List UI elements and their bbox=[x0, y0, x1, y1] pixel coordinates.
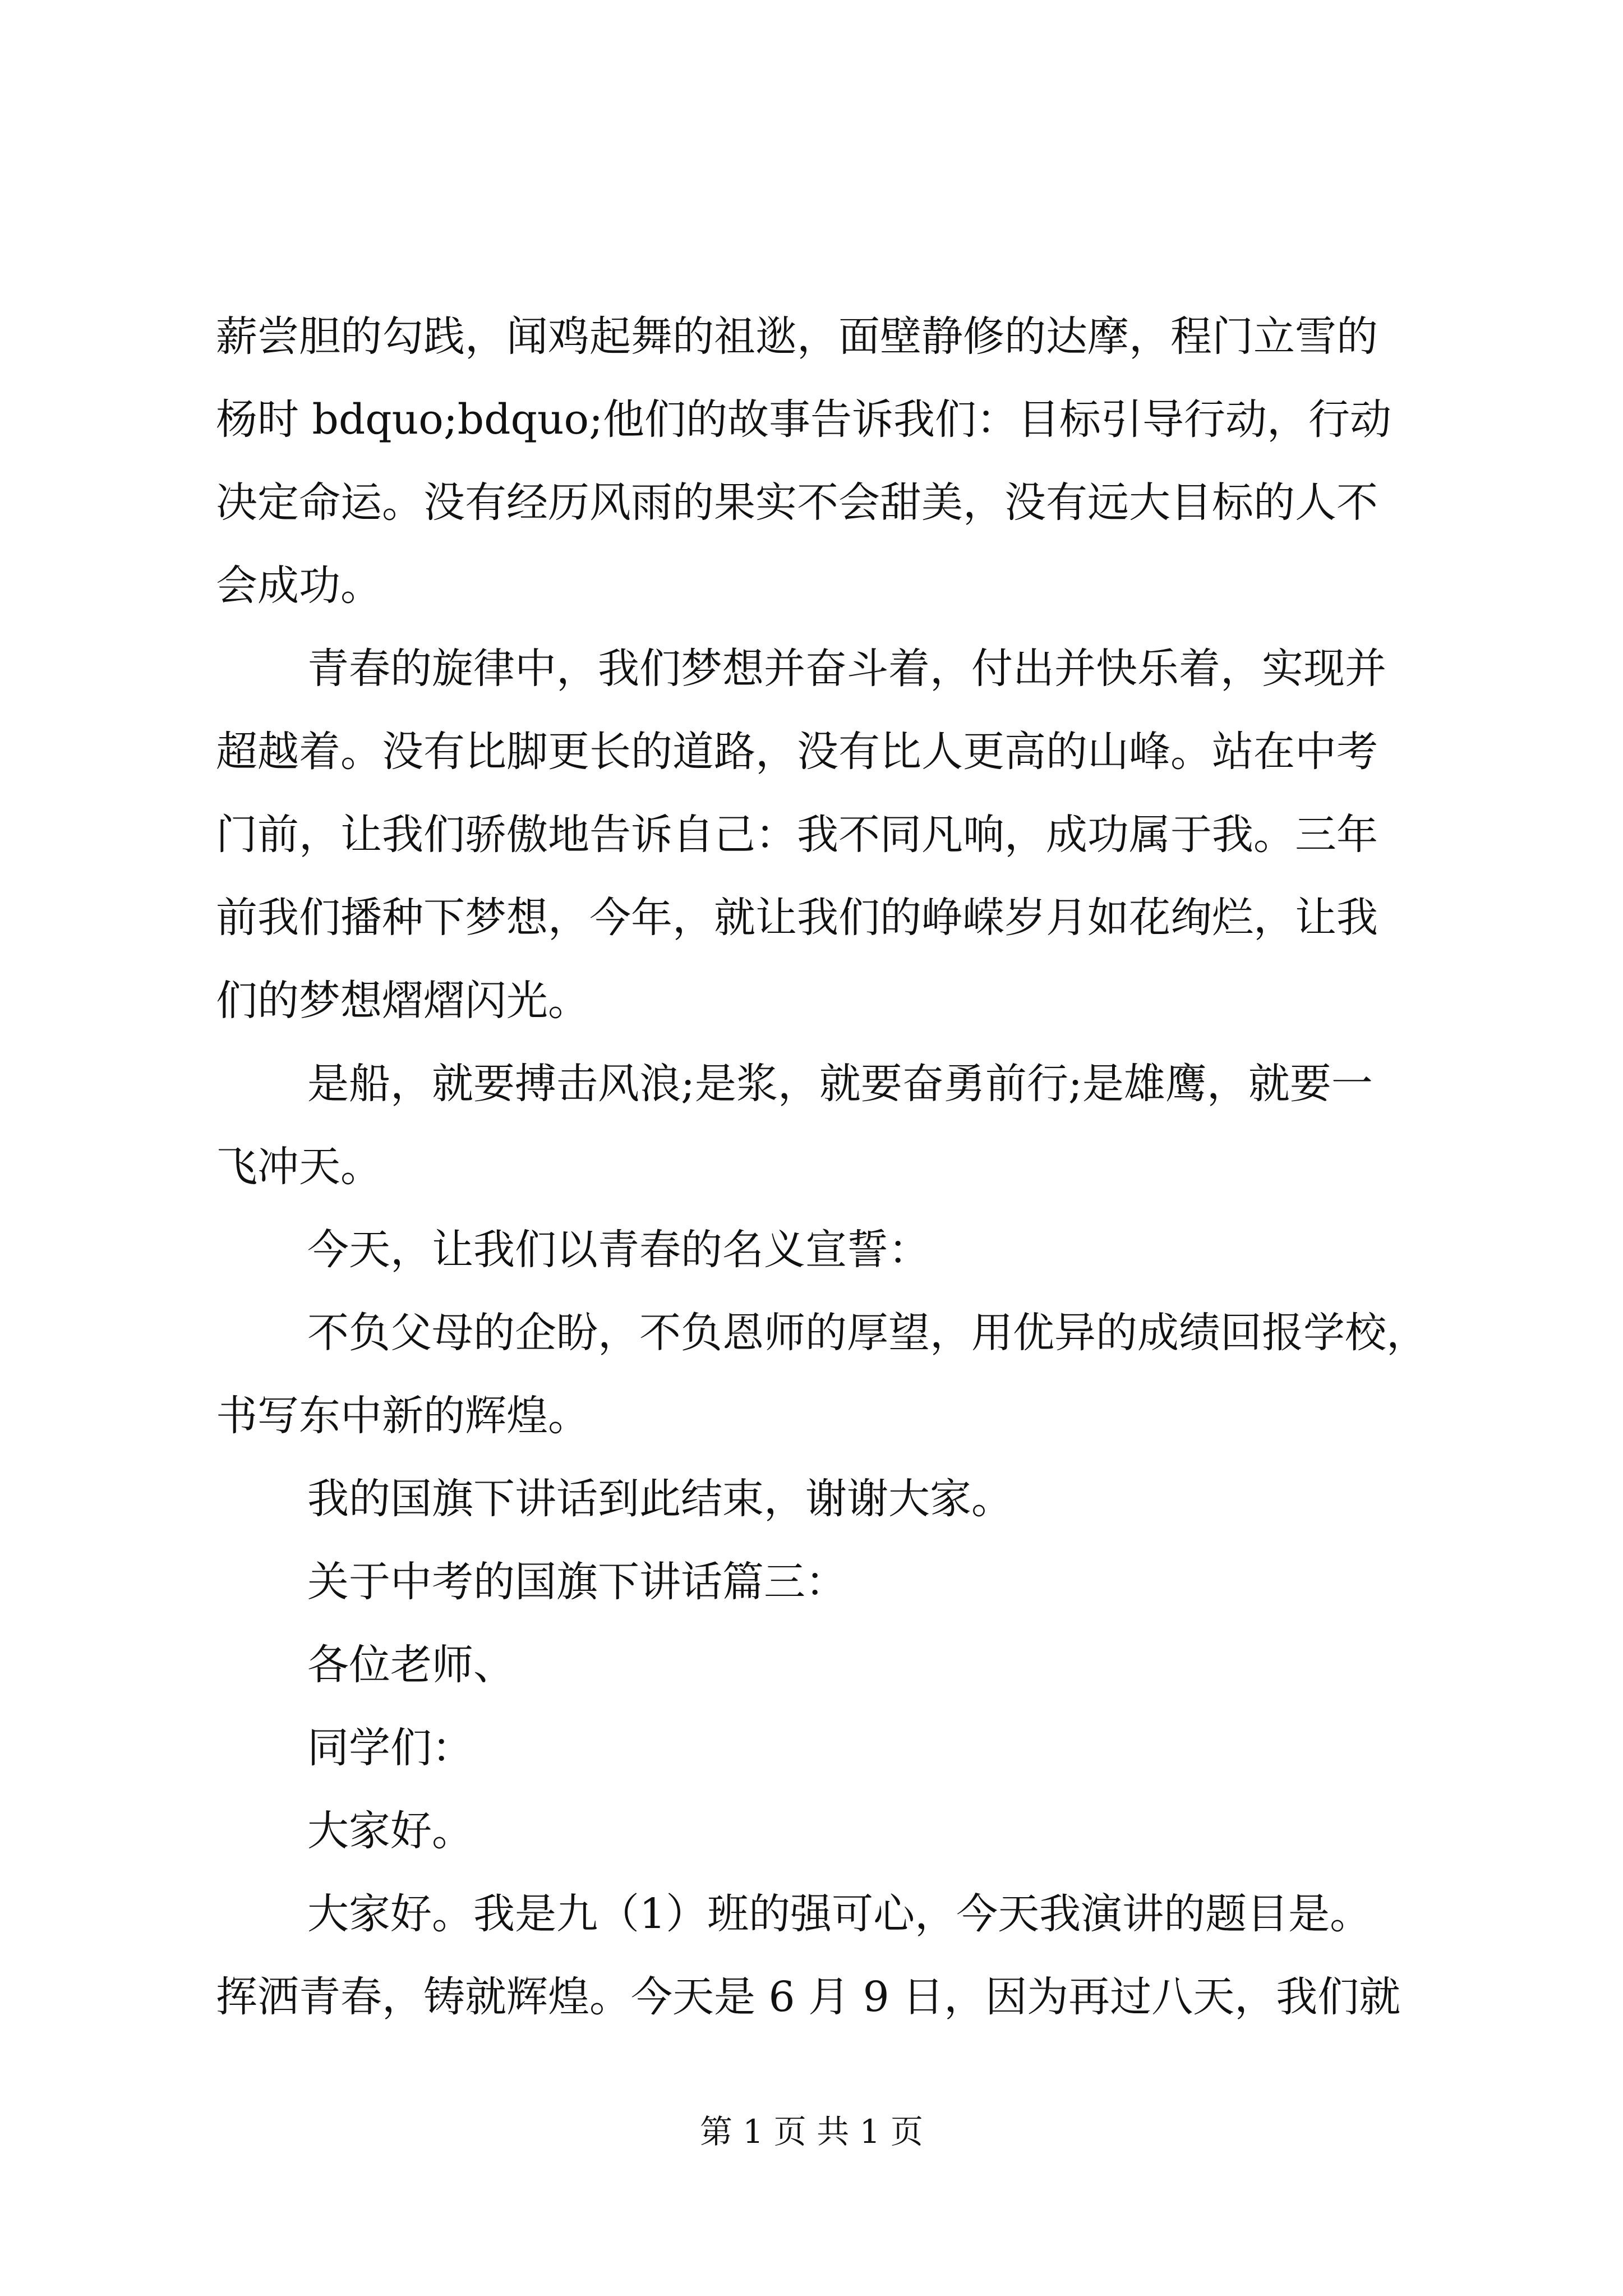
paragraph-first-line: 今天，让我们以青春的名义宣誓： bbox=[307, 1226, 930, 1274]
greeting-line: 大家好。 bbox=[307, 1807, 473, 1855]
page-footer: 第 1 页 共 1 页 bbox=[700, 2113, 923, 2151]
section-heading: 关于中考的国旗下讲话篇三： bbox=[307, 1558, 847, 1606]
text-line: 飞冲天。 bbox=[216, 1143, 382, 1191]
paragraph-first-line: 大家好。我是九（1）班的强可心，今天我演讲的题目是。 bbox=[307, 1890, 1372, 1938]
paragraph-first-line: 我的国旗下讲话到此结束，谢谢大家。 bbox=[307, 1475, 1013, 1523]
text-line: 会成功。 bbox=[216, 562, 382, 610]
text-line: 书写东中新的辉煌。 bbox=[216, 1392, 589, 1440]
salutation-line: 各位老师、 bbox=[307, 1641, 515, 1689]
paragraph-first-line: 不负父母的企盼，不负恩师的厚望，用优异的成绩回报学校， bbox=[307, 1309, 1428, 1357]
text-line: 前我们播种下梦想，今年，就让我们的峥嵘岁月如花绚烂，让我 bbox=[216, 894, 1378, 942]
paragraph-first-line: 是船，就要搏击风浪;是浆，就要奋勇前行;是雄鹰，就要一 bbox=[307, 1060, 1373, 1108]
paragraph-first-line: 青春的旋律中，我们梦想并奋斗着，付出并快乐着，实现并 bbox=[307, 645, 1386, 693]
salutation-line: 同学们： bbox=[307, 1724, 473, 1772]
text-line: 杨时 bdquo;bdquo;他们的故事告诉我们：目标引导行动，行动 bbox=[216, 395, 1392, 444]
text-line: 超越着。没有比脚更长的道路，没有比人更高的山峰。站在中考 bbox=[216, 728, 1378, 776]
text-line: 挥洒青春，铸就辉煌。今天是 6 月 9 日，因为再过八天，我们就 bbox=[216, 1973, 1401, 2021]
text-line: 门前，让我们骄傲地告诉自己：我不同凡响，成功属于我。三年 bbox=[216, 811, 1378, 859]
text-line: 薪尝胆的勾践，闻鸡起舞的祖逖，面壁静修的达摩，程门立雪的 bbox=[216, 312, 1378, 361]
text-line: 决定命运。没有经历风雨的果实不会甜美，没有远大目标的人不 bbox=[216, 478, 1378, 527]
text-line: 们的梦想熠熠闪光。 bbox=[216, 977, 589, 1025]
